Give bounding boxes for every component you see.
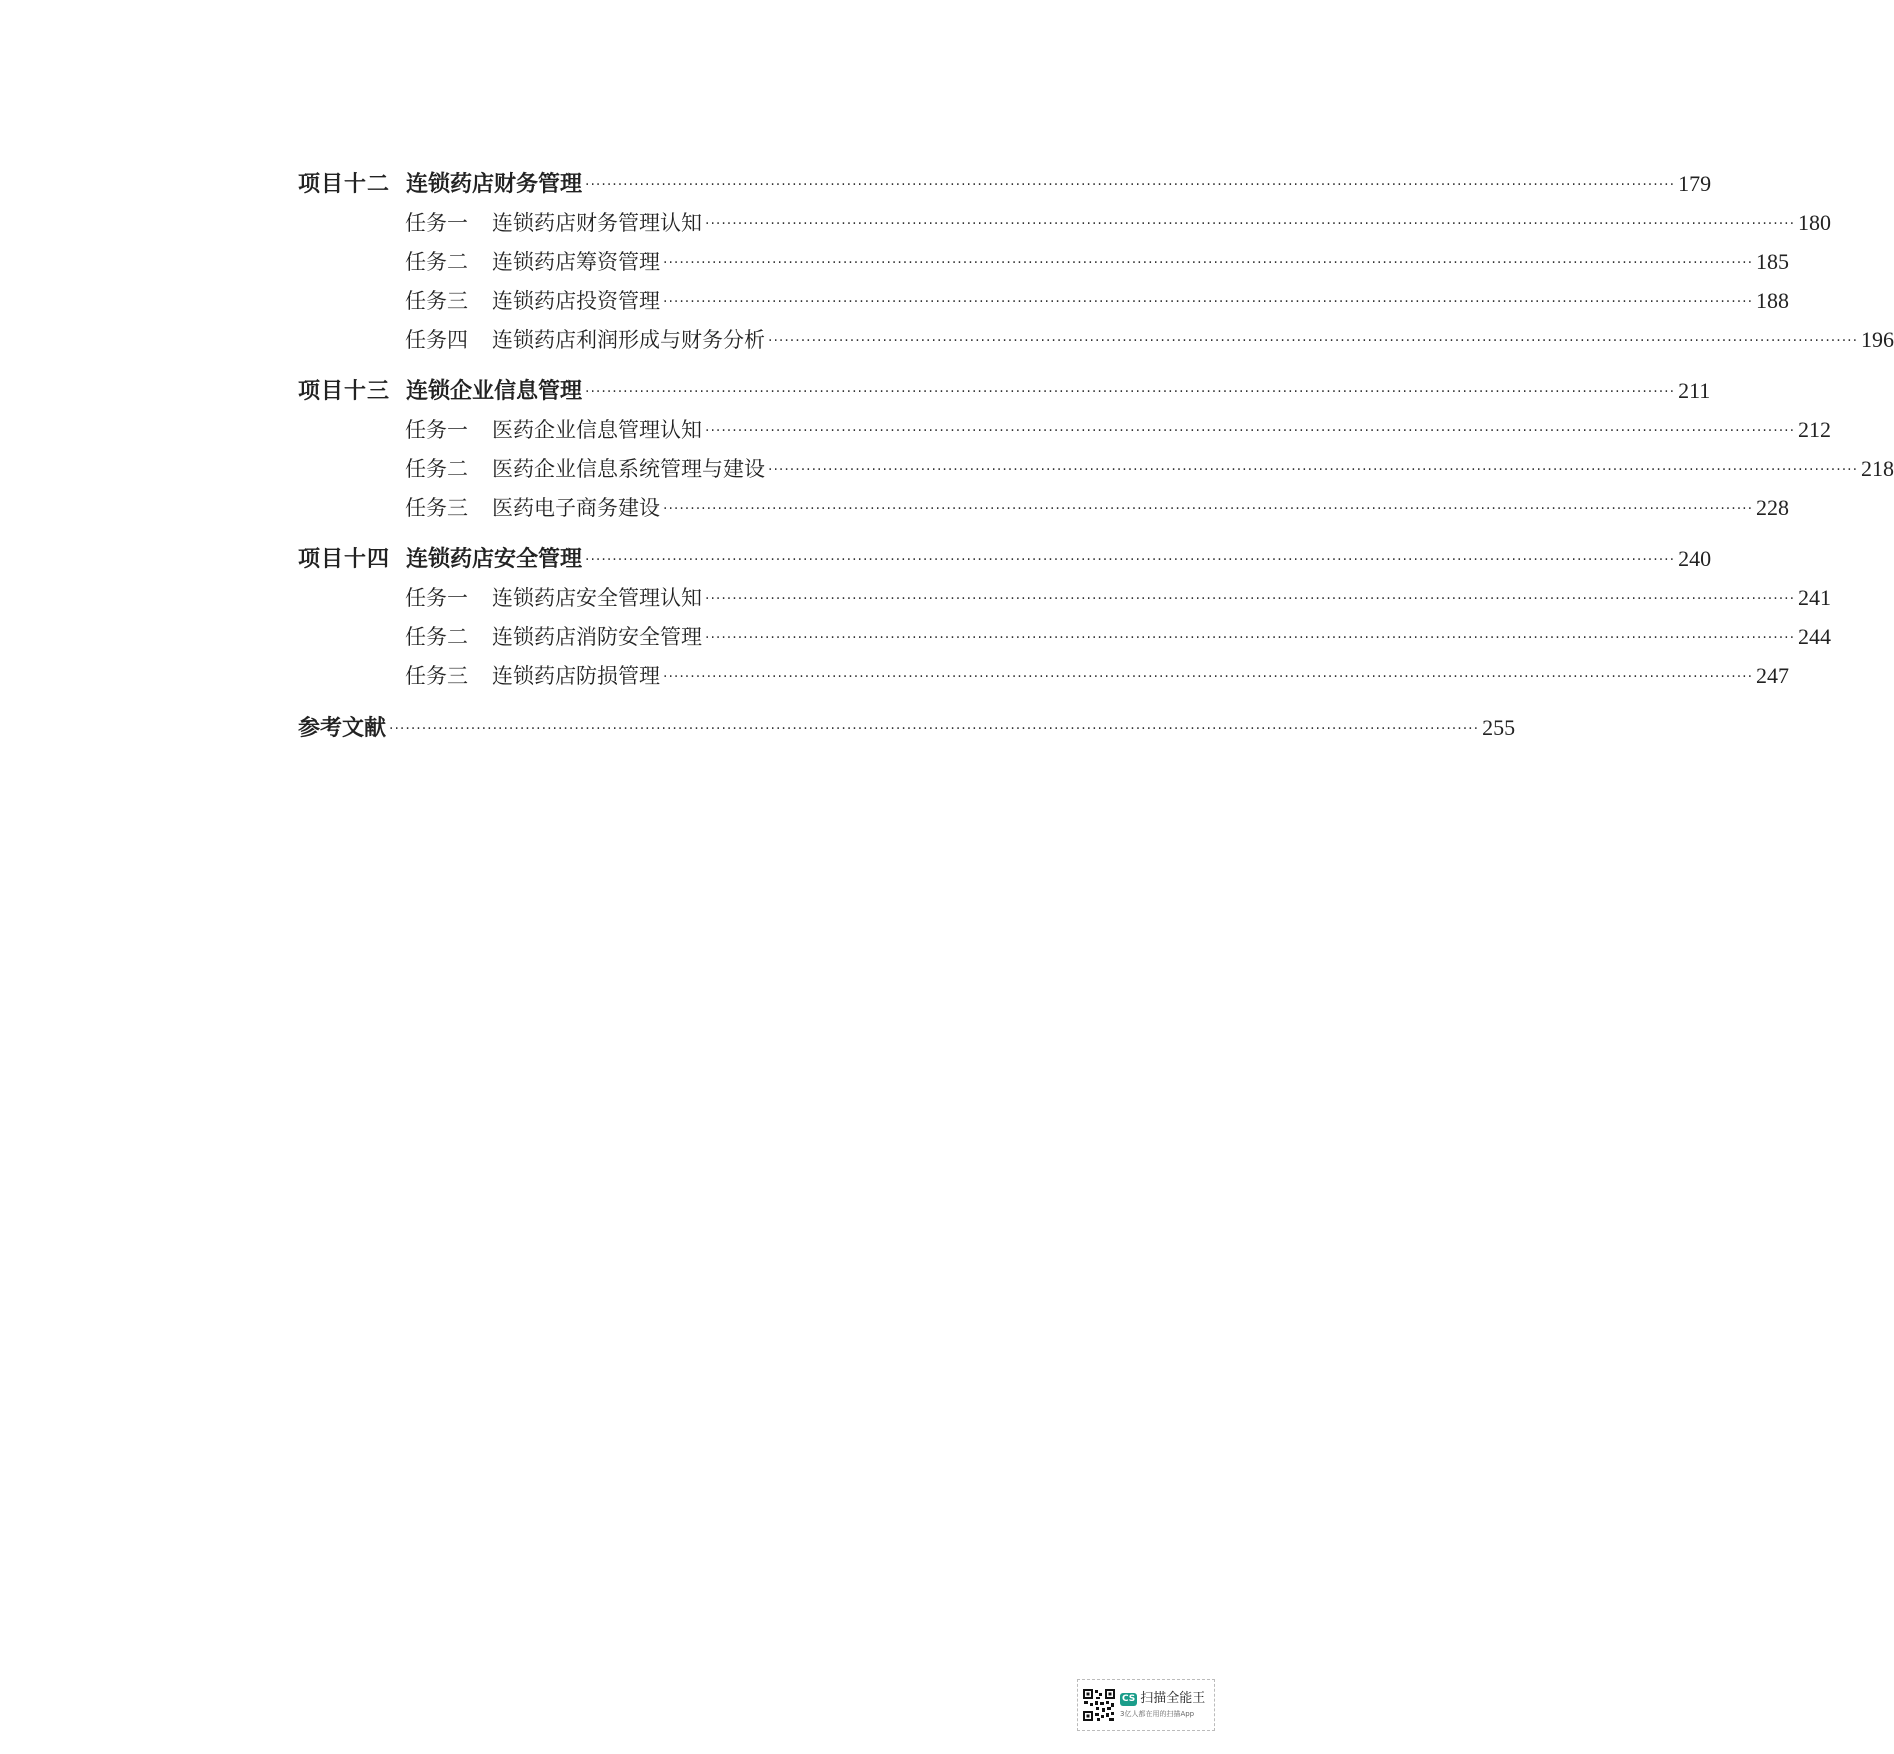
leader-dots: ········································································································································································································ [663,294,1754,310]
task-title: 连锁药店财务管理认知 [492,211,702,235]
project-number: 项目十三 [298,379,391,404]
page-number: 179 [1678,171,1712,196]
page-number: 255 [1482,715,1516,740]
task-title: 医药企业信息系统管理与建设 [492,457,765,481]
project-title: 连锁企业信息管理 [406,379,583,404]
page-number: 244 [1798,624,1832,649]
page-number: 241 [1798,585,1832,610]
qr-code-icon [1082,1688,1116,1722]
references-title: 参考文献 [298,716,387,741]
leader-dots: ········································································································································································································ [663,501,1754,517]
leader-dots: ········································································································································································································ [585,552,1676,568]
task-title: 连锁药店消防安全管理 [492,625,702,649]
page-number: 240 [1678,546,1712,571]
project-title: 连锁药店财务管理 [406,172,583,197]
toc-references[interactable] [298,711,1516,745]
page-number: 188 [1756,288,1790,313]
task-title: 医药企业信息管理认知 [492,418,702,442]
task-title: 连锁药店安全管理认知 [492,586,702,610]
toc-project-12[interactable] [298,167,1712,201]
task-number: 任务一 [405,418,468,442]
toc-task[interactable] [405,620,1832,654]
project-title: 连锁药店安全管理 [406,547,583,572]
task-number: 任务三 [405,664,468,688]
leader-dots: ········································································································································································································ [768,462,1859,478]
toc-task[interactable] [405,413,1832,447]
task-title: 连锁药店筹资管理 [492,250,660,274]
leader-dots: ········································································································································································································ [705,591,1796,607]
task-title: 医药电子商务建设 [492,496,660,520]
page-number: 211 [1678,378,1711,403]
page-number: 247 [1756,663,1790,688]
task-number: 任务一 [405,211,468,235]
leader-dots: ········································································································································································································ [705,216,1796,232]
leader-dots: ········································································································································································································ [663,255,1754,271]
project-number: 项目十二 [298,172,391,197]
page-number: 218 [1861,456,1894,481]
leader-dots: ········································································································································································································ [705,630,1796,646]
watermark-text [1120,1691,1205,1719]
page-number: 185 [1756,249,1790,274]
task-title: 连锁药店投资管理 [492,289,660,313]
page-number: 180 [1798,210,1832,235]
task-number: 任务二 [405,250,468,274]
toc-task[interactable] [405,659,1790,693]
cs-logo-icon: CS [1122,1693,1136,1704]
leader-dots: ········································································································································································································ [585,177,1676,193]
task-number: 任务二 [405,457,468,481]
toc-task[interactable] [405,452,1894,486]
toc-task[interactable] [405,491,1790,525]
scanner-watermark [1077,1679,1215,1731]
task-title: 连锁药店防损管理 [492,664,660,688]
task-number: 任务二 [405,625,468,649]
page-number: 196 [1861,327,1894,352]
watermark-tagline: 3亿人都在用的扫描App [1120,1710,1195,1718]
toc-project-14[interactable] [298,542,1712,576]
task-number: 任务三 [405,496,468,520]
leader-dots: ········································································································································································································ [585,384,1676,400]
toc-project-13[interactable] [298,374,1711,408]
toc-task[interactable] [405,245,1790,279]
task-number: 任务四 [405,328,468,352]
leader-dots: ········································································································································································································ [768,333,1859,349]
watermark-app-name: 扫描全能王 [1140,1691,1206,1706]
project-number: 项目十四 [298,547,391,572]
task-number: 任务一 [405,586,468,610]
task-number: 任务三 [405,289,468,313]
page-number: 228 [1756,495,1790,520]
leader-dots: ········································································································································································································ [705,423,1796,439]
toc-task[interactable] [405,323,1894,357]
task-title: 连锁药店利润形成与财务分析 [492,328,765,352]
leader-dots: ········································································································································································································ [663,669,1754,685]
toc-task[interactable] [405,206,1832,240]
page-number: 212 [1798,417,1832,442]
toc-task[interactable] [405,581,1832,615]
toc-task[interactable] [405,284,1790,318]
leader-dots: ········································································································································································································ [389,721,1480,737]
